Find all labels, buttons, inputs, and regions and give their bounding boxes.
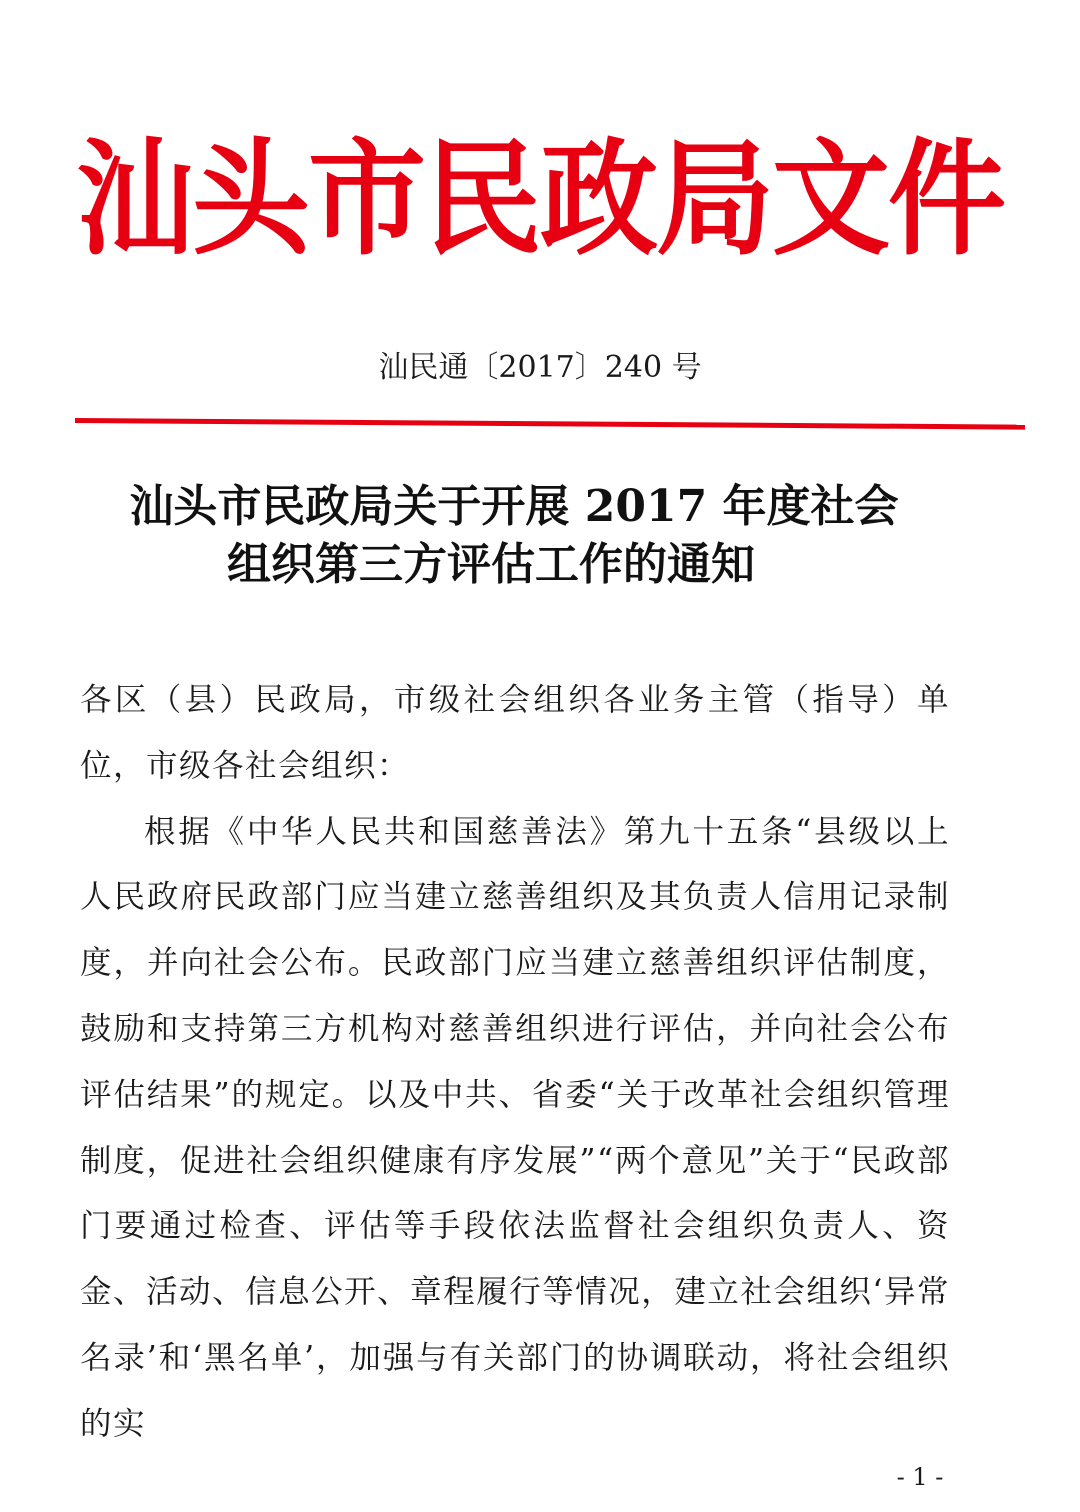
- notice-title: [60, 478, 1020, 594]
- document-number: 汕民通〔2017〕240 号: [378, 350, 702, 385]
- notice-title-line-1: 汕头市民政局关于开展 2017 年度社会: [129, 481, 899, 532]
- body-paragraph: 根据《中华人民共和国慈善法》第九十五条“县级以上人民政府民政部门应当建立慈善组织及其负责人信用记录制度，并向社会公布。民政部门应当建立慈善组织评估制度，鼓励和支持第三方机构对慈善组织进行评估，并向社会公布评估结果”的规定。以及中共、省委“关于改革社会组织管理制度，促进社会组织健康有序发展”“两个意见”关于“民政部门要通过检查、评估等手段依法监督社会组织负责人、资金、活动、信息公开、章程履行等情况，建立社会组织‘异常名录’和‘黑名单’，加强与有关部门的协调联动，将社会组织的实: [80, 813, 950, 1442]
- document-header-title: 汕头市民政局文件: [75, 124, 1004, 273]
- salutation: 各区（县）民政局，市级社会组织各业务主管（指导）单位，市级各社会组织：: [80, 682, 950, 784]
- document-body: [80, 668, 950, 1458]
- header-divider-line: [75, 418, 1025, 430]
- page-number: - 1 -: [896, 1463, 944, 1491]
- notice-title-line-2: 组织第三方评估工作的通知: [227, 539, 755, 590]
